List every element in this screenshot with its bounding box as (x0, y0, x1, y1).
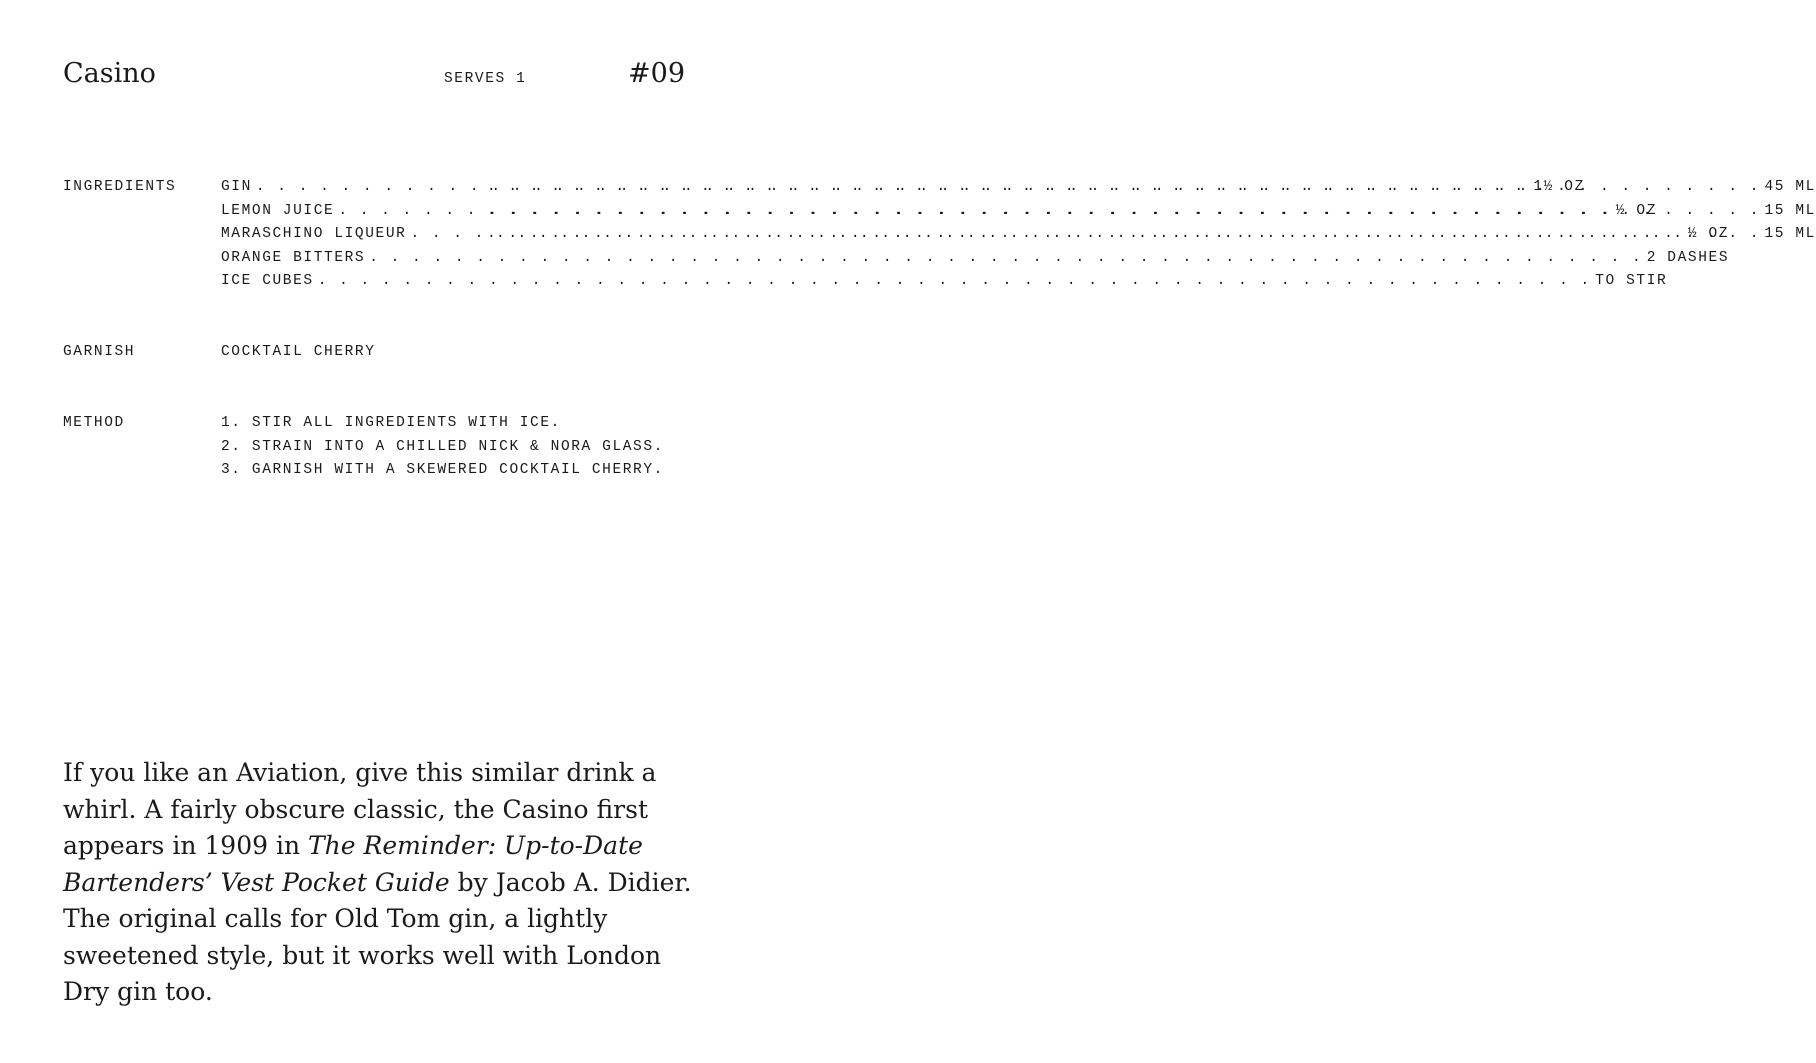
ingredient-name: ICE CUBES (221, 273, 314, 289)
ingredient-row (221, 273, 1668, 297)
ingredient-qty: ½ OZ (1687, 226, 1730, 242)
method-step: 3. GARNISH WITH A SKEWERED COCKTAIL CHERRY. (221, 462, 664, 478)
garnish-label: GARNISH (63, 344, 136, 360)
description-text: by Jacob A. Didier. The original calls for Old Tom gin, a lightly sweetened style, but it works well with London Dry gin too. (63, 867, 692, 1006)
method-step: 2. STRAIN INTO A CHILLED NICK & NORA GLASS. (221, 438, 664, 455)
ingredient-row (221, 202, 1816, 227)
ingredient-metric: 45 ML (1764, 179, 1816, 195)
ingredients-list (221, 179, 1816, 297)
method-step: 1. STIR ALL INGREDIENTS WITH ICE. (221, 415, 561, 431)
recipe-number: #09 (628, 58, 685, 89)
description-text: If you like an Aviation, give this similar drink a whirl. A fairly obscure classic, the Casino first appears in 1909 in (63, 758, 657, 860)
garnish-value: COCKTAIL CHERRY (221, 344, 376, 360)
ingredient-name: LEMON JUICE (221, 202, 335, 219)
ingredient-name: ORANGE BITTERS (221, 249, 366, 266)
book-title: The Reminder: Up-to-Date Bartenders’ Vest Pocket Guide (63, 831, 643, 897)
ingredients-label: INGREDIENTS (63, 179, 177, 195)
ingredient-name: MARASCHINO LIQUEUR (221, 226, 407, 242)
ingredient-row (221, 179, 1816, 203)
description-paragraph (63, 755, 693, 1011)
ingredient-row (221, 249, 1730, 274)
ingredient-name: GIN (221, 179, 252, 195)
ingredient-row (221, 226, 1816, 250)
ingredient-qty: ½ OZ (1615, 202, 1658, 219)
serves-label: SERVES 1 (444, 71, 527, 87)
ingredient-qty: 1½ OZ (1533, 179, 1585, 195)
ingredient-metric: 15 ML (1764, 226, 1816, 242)
ingredient-amount: 2 DASHES (1646, 249, 1730, 266)
recipe-title: Casino (63, 58, 156, 89)
ingredient-metric: 15 ML (1764, 202, 1816, 219)
ingredient-amount: TO STIR (1595, 273, 1668, 289)
method-steps (221, 415, 721, 486)
method-label: METHOD (63, 415, 125, 431)
